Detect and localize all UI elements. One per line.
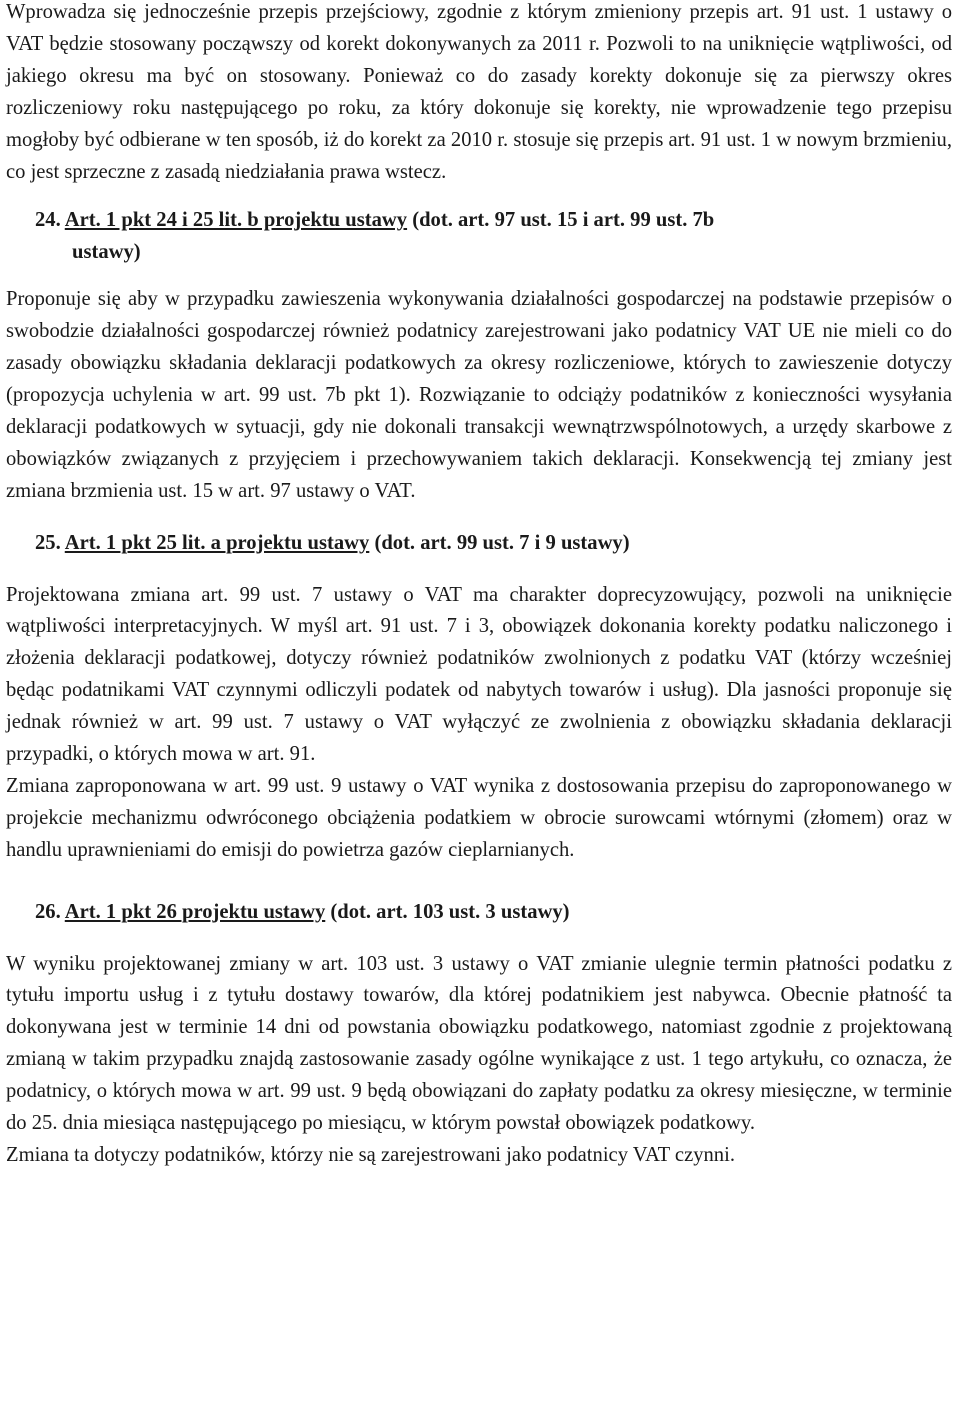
section-heading-text: (dot. art. 97 ust. 15 i art. 99 ust. 7b (407, 209, 715, 232)
section-heading-25 (6, 528, 952, 560)
section-heading-text: (dot. art. 99 ust. 7 i 9 ustawy) (369, 531, 630, 554)
paragraph-25b: Zmiana zaproponowana w art. 99 ust. 9 ustawy o VAT wynika z dostosowania przepisu do zaproponowanego w projekcie mechanizmu odwróconego obciążenia podatkiem w obrocie surowcami wtórnymi (złomem) oraz w handlu uprawnieniami do emisji do powietrza gazów cieplarnianych. (6, 774, 952, 861)
section-reference-link: Art. 1 pkt 25 lit. a projektu ustawy (64, 531, 370, 554)
section-reference-link: Art. 1 pkt 24 i 25 lit. b projektu ustawy (64, 209, 408, 232)
section-heading-24 (6, 205, 952, 269)
paragraph-25a: Projektowana zmiana art. 99 ust. 7 ustawy o VAT ma charakter doprecyzowujący, pozwoli na uniknięcie wątpliwości interpretacyjnych. W myśl art. 91 ust. 7 i 3, obowiązek dokonania korekty podatku naliczonego i złożenia deklaracji podatkowej, dotyczy również podatników zwolnionych z podatku VAT (którzy wcześniej będąc podatnikami VAT czynnymi odliczyli podatek od nabytych towarów i usług). Dla jasności proponuje się jednak również w art. 99 ust. 7 ustawy o VAT wyłączyć ze zwolnienia z obowiązku składania deklaracji przypadki, o których mowa w art. 91. (6, 583, 952, 766)
paragraph-24: Proponuje się aby w przypadku zawieszenia wykonywania działalności gospodarczej na podstawie przepisów o swobodzie działalności gospodarczej również podatnicy zarejestrowani jako podatnicy VAT UE nie mieli co do zasady obowiązku składania deklaracji podatkowych za okresy rozliczeniowe, których to zawieszenie dotyczy (propozycja uchylenia w art. 99 ust. 7b pkt 1). Rozwiązanie to odciąży podatników z konieczności wysyłania deklaracji podatkowych w sytuacji, gdy nie dokonali transakcji wewnątrzwspólnotowych, a urzędy skarbowe z obowiązków związanych z przyjęciem i przechowywaniem takich deklaracji. Konsekwencją tej zmiany jest zmiana brzmienia ust. 15 w art. 97 ustawy o VAT. (6, 288, 952, 502)
paragraph-26b: Zmiana ta dotyczy podatników, którzy nie są zarejestrowani jako podatnicy VAT czynni. (6, 1144, 735, 1166)
section-heading-26 (6, 897, 952, 929)
section-reference-link: Art. 1 pkt 26 projektu ustawy (64, 900, 326, 923)
section-number: 24. (35, 209, 61, 232)
paragraph-26a: W wyniku projektowanej zmiany w art. 103 ust. 3 ustawy o VAT zmianie ulegnie termin płatności podatku z tytułu importu usług i z tytułu dostawy towarów, dla której podatnikiem jest nabywca. Obecnie płatność ta dokonywana jest w terminie 14 dni od powstania obowiązku podatkowego, natomiast zgodnie z projektowaną zmianą w takim przypadku znajdą zastosowanie zasady ogólne wynikające z ust. 1 tego artykułu, co oznacza, że podatnicy, o których mowa w art. 99 ust. 9 będą obowiązani do zapłaty podatku za okresy miesięczne, w terminie do 25. dnia miesiąca następującego po miesiącu, w którym powstał obowiązek podatkowy. (6, 952, 952, 1135)
section-number: 25. (35, 531, 65, 554)
paragraph-intro: Wprowadza się jednocześnie przepis przejściowy, zgodnie z którym zmieniony przepis art. 91 ust. 1 ustawy o VAT będzie stosowany począwszy od korekt dokonywanych za 2011 r. Pozwoli to na uniknięcie wątpliwości, od jakiego okresu ma być on stosowany. Ponieważ co do zasady korekty dokonuje się za pierwszy okres rozliczeniowy roku następującego po roku, za który dokonuje się korekty, nie wprowadzenie tego przepisu mogłoby być odbierane w ten sposób, iż do korekt za 2010 r. stosuje się przepis art. 91 ust. 1 w nowym brzmieniu, co jest sprzeczne z zasadą niedziałania prawa wstecz. (6, 1, 952, 183)
section-number: 26. (35, 900, 65, 923)
section-heading-text: (dot. art. 103 ust. 3 ustawy) (325, 900, 570, 923)
section-heading-text-continued: ustawy) (72, 241, 141, 264)
